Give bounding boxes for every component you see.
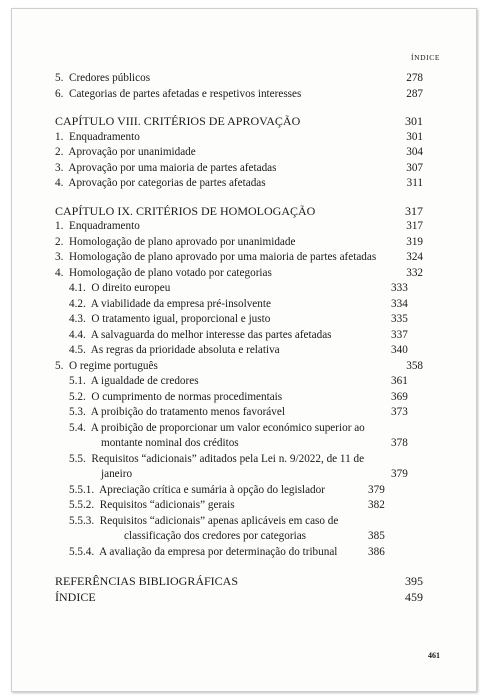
toc-section — [55, 590, 423, 606]
running-header: ÍNDICE — [410, 53, 440, 62]
toc-subentry: 5.1. A igualdade de credores 361 — [69, 375, 408, 387]
entry-title: A proibição de proporcionar um valor económico superior ao montante nominal dos créditos — [90, 421, 365, 449]
entry-number: 1. — [55, 220, 64, 232]
entry-title: A proibição do tratamento menos favorável — [90, 406, 285, 418]
entry-title: Homologação de plano aprovado por uma maioria de partes afetadas — [68, 251, 377, 263]
entry-page: 307 — [406, 161, 423, 174]
entry-page: 301 — [406, 130, 423, 143]
entry-page: 459 — [405, 589, 423, 604]
toc-entry — [55, 161, 423, 177]
toc-subsubentry: 5.5.3. Requisitos “adicionais” apenas aplicáveis em caso de classificação dos credores por categorias 385 — [69, 514, 385, 542]
toc-subentry: 4.4. A salvaguarda do melhor interesse das partes afetadas 337 — [69, 328, 408, 341]
entry-number: 5.5.2. — [69, 499, 95, 511]
entry-page: 332 — [406, 266, 423, 279]
entry-number: 5.5. — [69, 452, 86, 465]
chapter-title: CAPÍTULO IX. CRITÉRIOS DE HOMOLOGAÇÃO — [55, 203, 316, 218]
entry-title: O cumprimento de normas procedimentais — [91, 390, 283, 403]
toc-entry — [55, 359, 423, 375]
toc-subentry: 4.2. A viabilidade da empresa pré-insolvente 334 — [69, 297, 408, 310]
entry-number: 5.1. — [69, 375, 86, 387]
toc-subsubentry: 5.5.4. A avaliação da empresa por determinação do tribunal 386 — [69, 545, 385, 558]
section-title: ÍNDICE — [55, 589, 96, 604]
entry-page: 317 — [406, 220, 423, 232]
toc-subentry: 4.1. O direito europeu 333 — [69, 282, 408, 294]
section-title: REFERÊNCIAS BIBLIOGRÁFICAS — [55, 574, 239, 588]
entry-number: 4.4. — [69, 328, 86, 341]
toc-subentry: 5.3. A proibição do tratamento menos favorável 373 — [69, 406, 408, 418]
toc-entry — [55, 250, 423, 266]
toc-subentry: 4.3. O tratamento igual, proporcional e justo 335 — [69, 313, 408, 325]
toc-subentry: 4.5. As regras da prioridade absoluta e relativa 340 — [69, 344, 408, 356]
entry-number: 4.1. — [69, 282, 86, 294]
entry-page: 324 — [406, 251, 423, 263]
entry-title: Categorias de partes afetadas e respetivos interesses — [68, 87, 302, 100]
entry-number: 5.2. — [69, 390, 86, 403]
entry-title: Requisitos “adicionais” apenas aplicáveis em caso de classificação dos credores por categorias — [99, 514, 339, 542]
entry-title: A viabilidade da empresa pré-insolvente — [90, 297, 271, 310]
toc-subentry: 5.5. Requisitos “adicionais” aditados pela Lei n. 9/2022, de 11 de janeiro 379 — [69, 452, 408, 480]
toc-entry — [55, 130, 423, 146]
entry-number: 4.2. — [69, 297, 86, 310]
entry-number: 5.5.1. — [69, 483, 95, 496]
book-page — [11, 8, 477, 692]
entry-number: 2. — [55, 146, 64, 158]
entry-title: O tratamento igual, proporcional e justo — [91, 313, 271, 325]
entry-number: 2. — [55, 235, 64, 248]
entry-title: As regras da prioridade absoluta e relativa — [90, 344, 280, 356]
entry-title: O direito europeu — [91, 282, 171, 294]
entry-number: 1. — [55, 130, 64, 143]
entry-title: A igualdade de credores — [90, 375, 199, 387]
entry-number: 5. — [55, 72, 64, 84]
entry-page: 311 — [406, 177, 423, 189]
entry-number: 4. — [55, 177, 64, 189]
toc-entry — [55, 266, 423, 282]
toc-subsubentry: 5.5.2. Requisitos “adicionais” gerais 382 — [69, 499, 385, 511]
toc-chapter — [55, 204, 423, 220]
chapter-title: CAPÍTULO VIII. CRITÉRIOS DE APROVAÇÃO — [55, 114, 301, 128]
entry-title: Homologação de plano aprovado por unanimidade — [68, 235, 296, 248]
entry-number: 3. — [55, 161, 64, 174]
entry-number: 4.5. — [69, 344, 86, 356]
entry-page: 317 — [405, 203, 423, 218]
entry-title: A avaliação da empresa por determinação do tribunal — [99, 545, 338, 558]
page-number: 461 — [428, 651, 440, 660]
table-of-contents — [55, 71, 423, 605]
toc-section — [55, 574, 423, 590]
toc-subentry: 5.2. O cumprimento de normas procedimentais 369 — [69, 390, 408, 403]
entry-title: O regime português — [68, 359, 158, 372]
entry-number: 3. — [55, 251, 64, 263]
toc-entry — [55, 235, 423, 251]
toc-entry — [55, 71, 423, 87]
entry-page: 358 — [406, 359, 423, 372]
entry-number: 5. — [55, 359, 64, 372]
entry-title: Homologação de plano votado por categorias — [68, 266, 272, 279]
entry-page: 278 — [406, 72, 423, 84]
entry-title: Aprovação por uma maioria de partes afetadas — [68, 161, 277, 174]
toc-entry — [55, 87, 423, 103]
entry-title: Credores públicos — [68, 72, 151, 84]
entry-page: 304 — [406, 146, 423, 158]
entry-page: 319 — [406, 235, 423, 248]
entry-title: Apreciação crítica e sumária à opção do legislador — [99, 483, 325, 496]
entry-page: 395 — [405, 574, 423, 588]
entry-title: A salvaguarda do melhor interesse das partes afetadas — [90, 328, 332, 341]
entry-page: 287 — [406, 87, 423, 100]
entry-title: Enquadramento — [68, 130, 140, 143]
toc-chapter — [55, 114, 423, 130]
entry-number: 4. — [55, 266, 64, 279]
entry-number: 6. — [55, 87, 64, 100]
entry-number: 5.5.4. — [69, 545, 95, 558]
entry-number: 4.3. — [69, 313, 86, 325]
toc-entry — [55, 145, 423, 161]
entry-title: Requisitos “adicionais” gerais — [99, 499, 235, 511]
entry-title: Aprovação por categorias de partes afetadas — [68, 177, 266, 189]
entry-number: 5.5.3. — [69, 514, 95, 527]
entry-title: Aprovação por unanimidade — [68, 146, 196, 158]
entry-title: Enquadramento — [68, 220, 140, 232]
toc-entry — [55, 176, 423, 192]
entry-title: Requisitos “adicionais” aditados pela Lei n. 9/2022, de 11 de janeiro — [91, 452, 365, 480]
entry-number: 5.4. — [69, 421, 86, 434]
entry-page: 301 — [405, 114, 423, 128]
toc-subentry: 5.4. A proibição de proporcionar um valor económico superior ao montante nominal dos créditos 378 — [69, 421, 408, 449]
toc-subsubentry: 5.5.1. Apreciação crítica e sumária à opção do legislador 379 — [69, 483, 385, 496]
entry-number: 5.3. — [69, 406, 86, 418]
toc-entry — [55, 219, 423, 235]
